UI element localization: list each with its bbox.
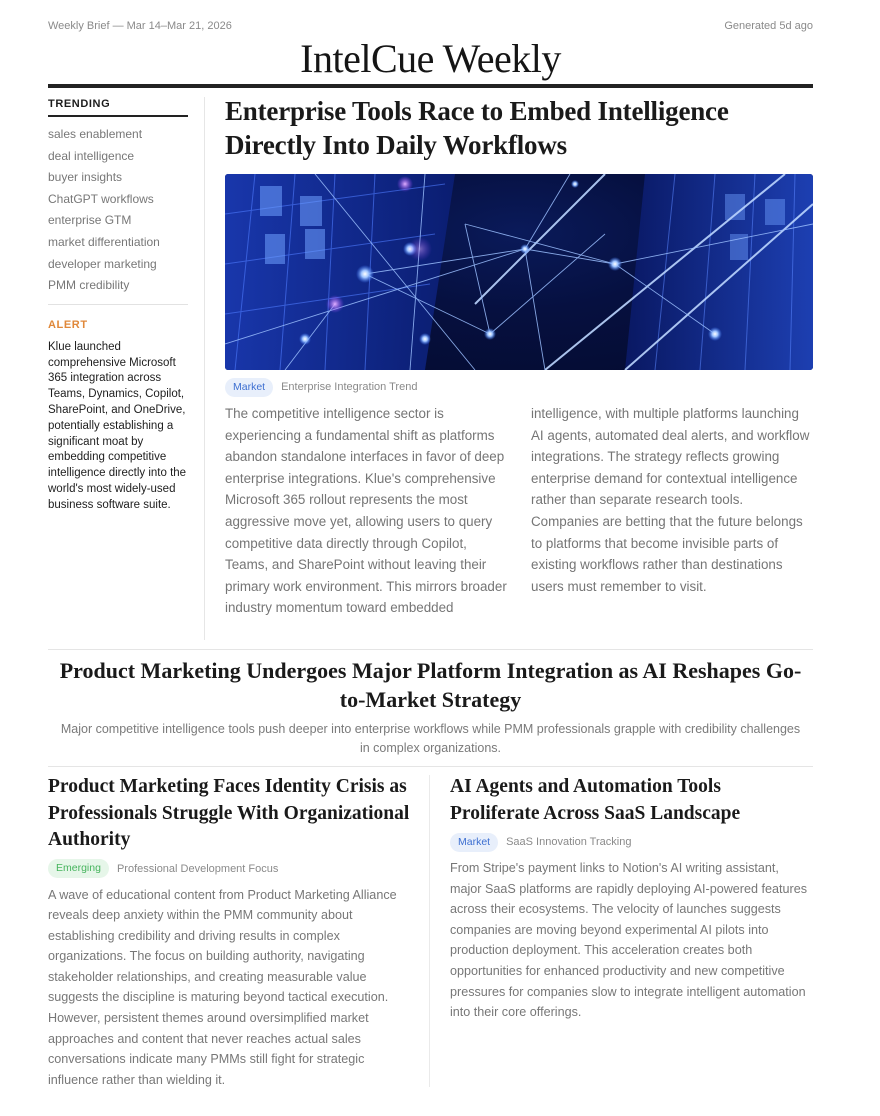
story-title[interactable]: AI Agents and Automation Tools Proliferate Across SaaS Landscape <box>450 776 741 824</box>
feature-subtitle: Major competitive intelligence tools push deeper into enterprise workflows while PMM professionals grapple with credibility challenges in complex organizations. <box>60 722 801 755</box>
brief-date-range: Weekly Brief — Mar 14–Mar 21, 2026 <box>48 20 232 32</box>
trending-heading: TRENDING <box>48 98 188 117</box>
trending-list <box>48 125 188 298</box>
masthead-rule <box>48 84 813 88</box>
section-divider <box>48 649 813 650</box>
trending-item[interactable]: enterprise GTM <box>48 213 132 228</box>
lead-story-image <box>225 174 813 370</box>
alert-heading: ALERT <box>48 318 88 331</box>
feature-headline[interactable]: Product Marketing Undergoes Major Platform Integration as AI Reshapes Go-to-Market Strategy <box>59 658 802 712</box>
story-card <box>48 774 410 1090</box>
lead-story-body: The competitive intelligence sector is experiencing a fundamental shift as platforms abandon standalone interfaces in favor of deep enterprise integrations. Klue's comprehensive Microsoft 365 rollout represents the most aggressive move yet, allowing users to query competitive data directly through Copilot, Teams, and SharePoint without leaving their primary work environment. This mirrors broader industry momentum toward embedded intelligence, with multiple platforms launching AI agents, automated deal alerts, and workflow integrations. The strategy reflects growing enterprise demand for contextual intelligence rather than separate research tools. Companies are betting that the future belongs to platforms that become invisible parts of existing workflows rather than destinations users must remember to visit. <box>225 406 810 616</box>
tag-badge[interactable]: Emerging <box>48 859 109 878</box>
lead-story <box>225 94 813 639</box>
alert-body: Klue launched comprehensive Microsoft 365 integration across Teams, Dynamics, Copilot, SharePoint, and OneDrive, potentially establishing a significant moat by embedding competitive intelligence directly into the world's most widely-used business software suite. <box>48 340 187 511</box>
feature-headline-band <box>48 656 813 758</box>
category-label: Enterprise Integration Trend <box>281 381 418 393</box>
top-bar <box>48 20 813 34</box>
section-divider <box>48 766 813 767</box>
story-meta <box>450 832 813 852</box>
sidebar <box>48 98 188 514</box>
sidebar-divider <box>48 304 188 305</box>
trending-item[interactable]: deal intelligence <box>48 148 135 163</box>
generated-timestamp: Generated 5d ago <box>724 20 813 32</box>
trending-item[interactable]: market differentiation <box>48 234 160 249</box>
sidebar-vertical-rule <box>204 97 205 640</box>
trending-item[interactable]: buyer insights <box>48 170 123 185</box>
masthead-title: IntelCue Weekly <box>300 36 561 81</box>
category-label: SaaS Innovation Tracking <box>506 836 632 848</box>
category-label: Professional Development Focus <box>116 862 279 875</box>
column-divider <box>429 775 430 1087</box>
trending-item[interactable]: PMM credibility <box>48 278 130 293</box>
tag-badge[interactable]: Market <box>225 378 273 397</box>
story-body: From Stripe's payment links to Notion's AI writing assistant, major SaaS platforms are rapidly deploying AI-powered features across their ecosystems. The velocity of launches suggests companies are moving beyond experimental AI pilots into production deployment. This acceleration creates both opportunities for enhanced productivity and new competitive pressures for companies slow to integrate intelligent automation into their core offerings. <box>450 861 808 1020</box>
lead-story-meta <box>225 377 813 397</box>
network-city-illustration-icon <box>225 174 813 370</box>
story-title[interactable]: Product Marketing Faces Identity Crisis as Professionals Struggle With Organizational Authority <box>48 776 410 850</box>
trending-item[interactable]: ChatGPT workflows <box>48 191 154 206</box>
story-meta <box>48 859 410 879</box>
tag-badge[interactable]: Market <box>450 833 498 852</box>
story-card <box>450 774 813 1023</box>
story-body: A wave of educational content from Product Marketing Alliance reveals deep anxiety within the PMM community about establishing credibility and driving results in complex organizations. The focus on building authority, navigating stakeholder relationships, and creating measurable value suggests the discipline is maturing beyond tactical execution. However, persistent themes around oversimplified market approaches and content that never reaches actual sales conversations indicate many PMMs still fight for strategic influence rather than wielding it. <box>48 887 397 1087</box>
trending-item[interactable]: developer marketing <box>48 256 157 271</box>
trending-item[interactable]: sales enablement <box>48 127 143 141</box>
lead-story-title[interactable]: Enterprise Tools Race to Embed Intelligence Directly Into Daily Workflows <box>225 96 729 160</box>
